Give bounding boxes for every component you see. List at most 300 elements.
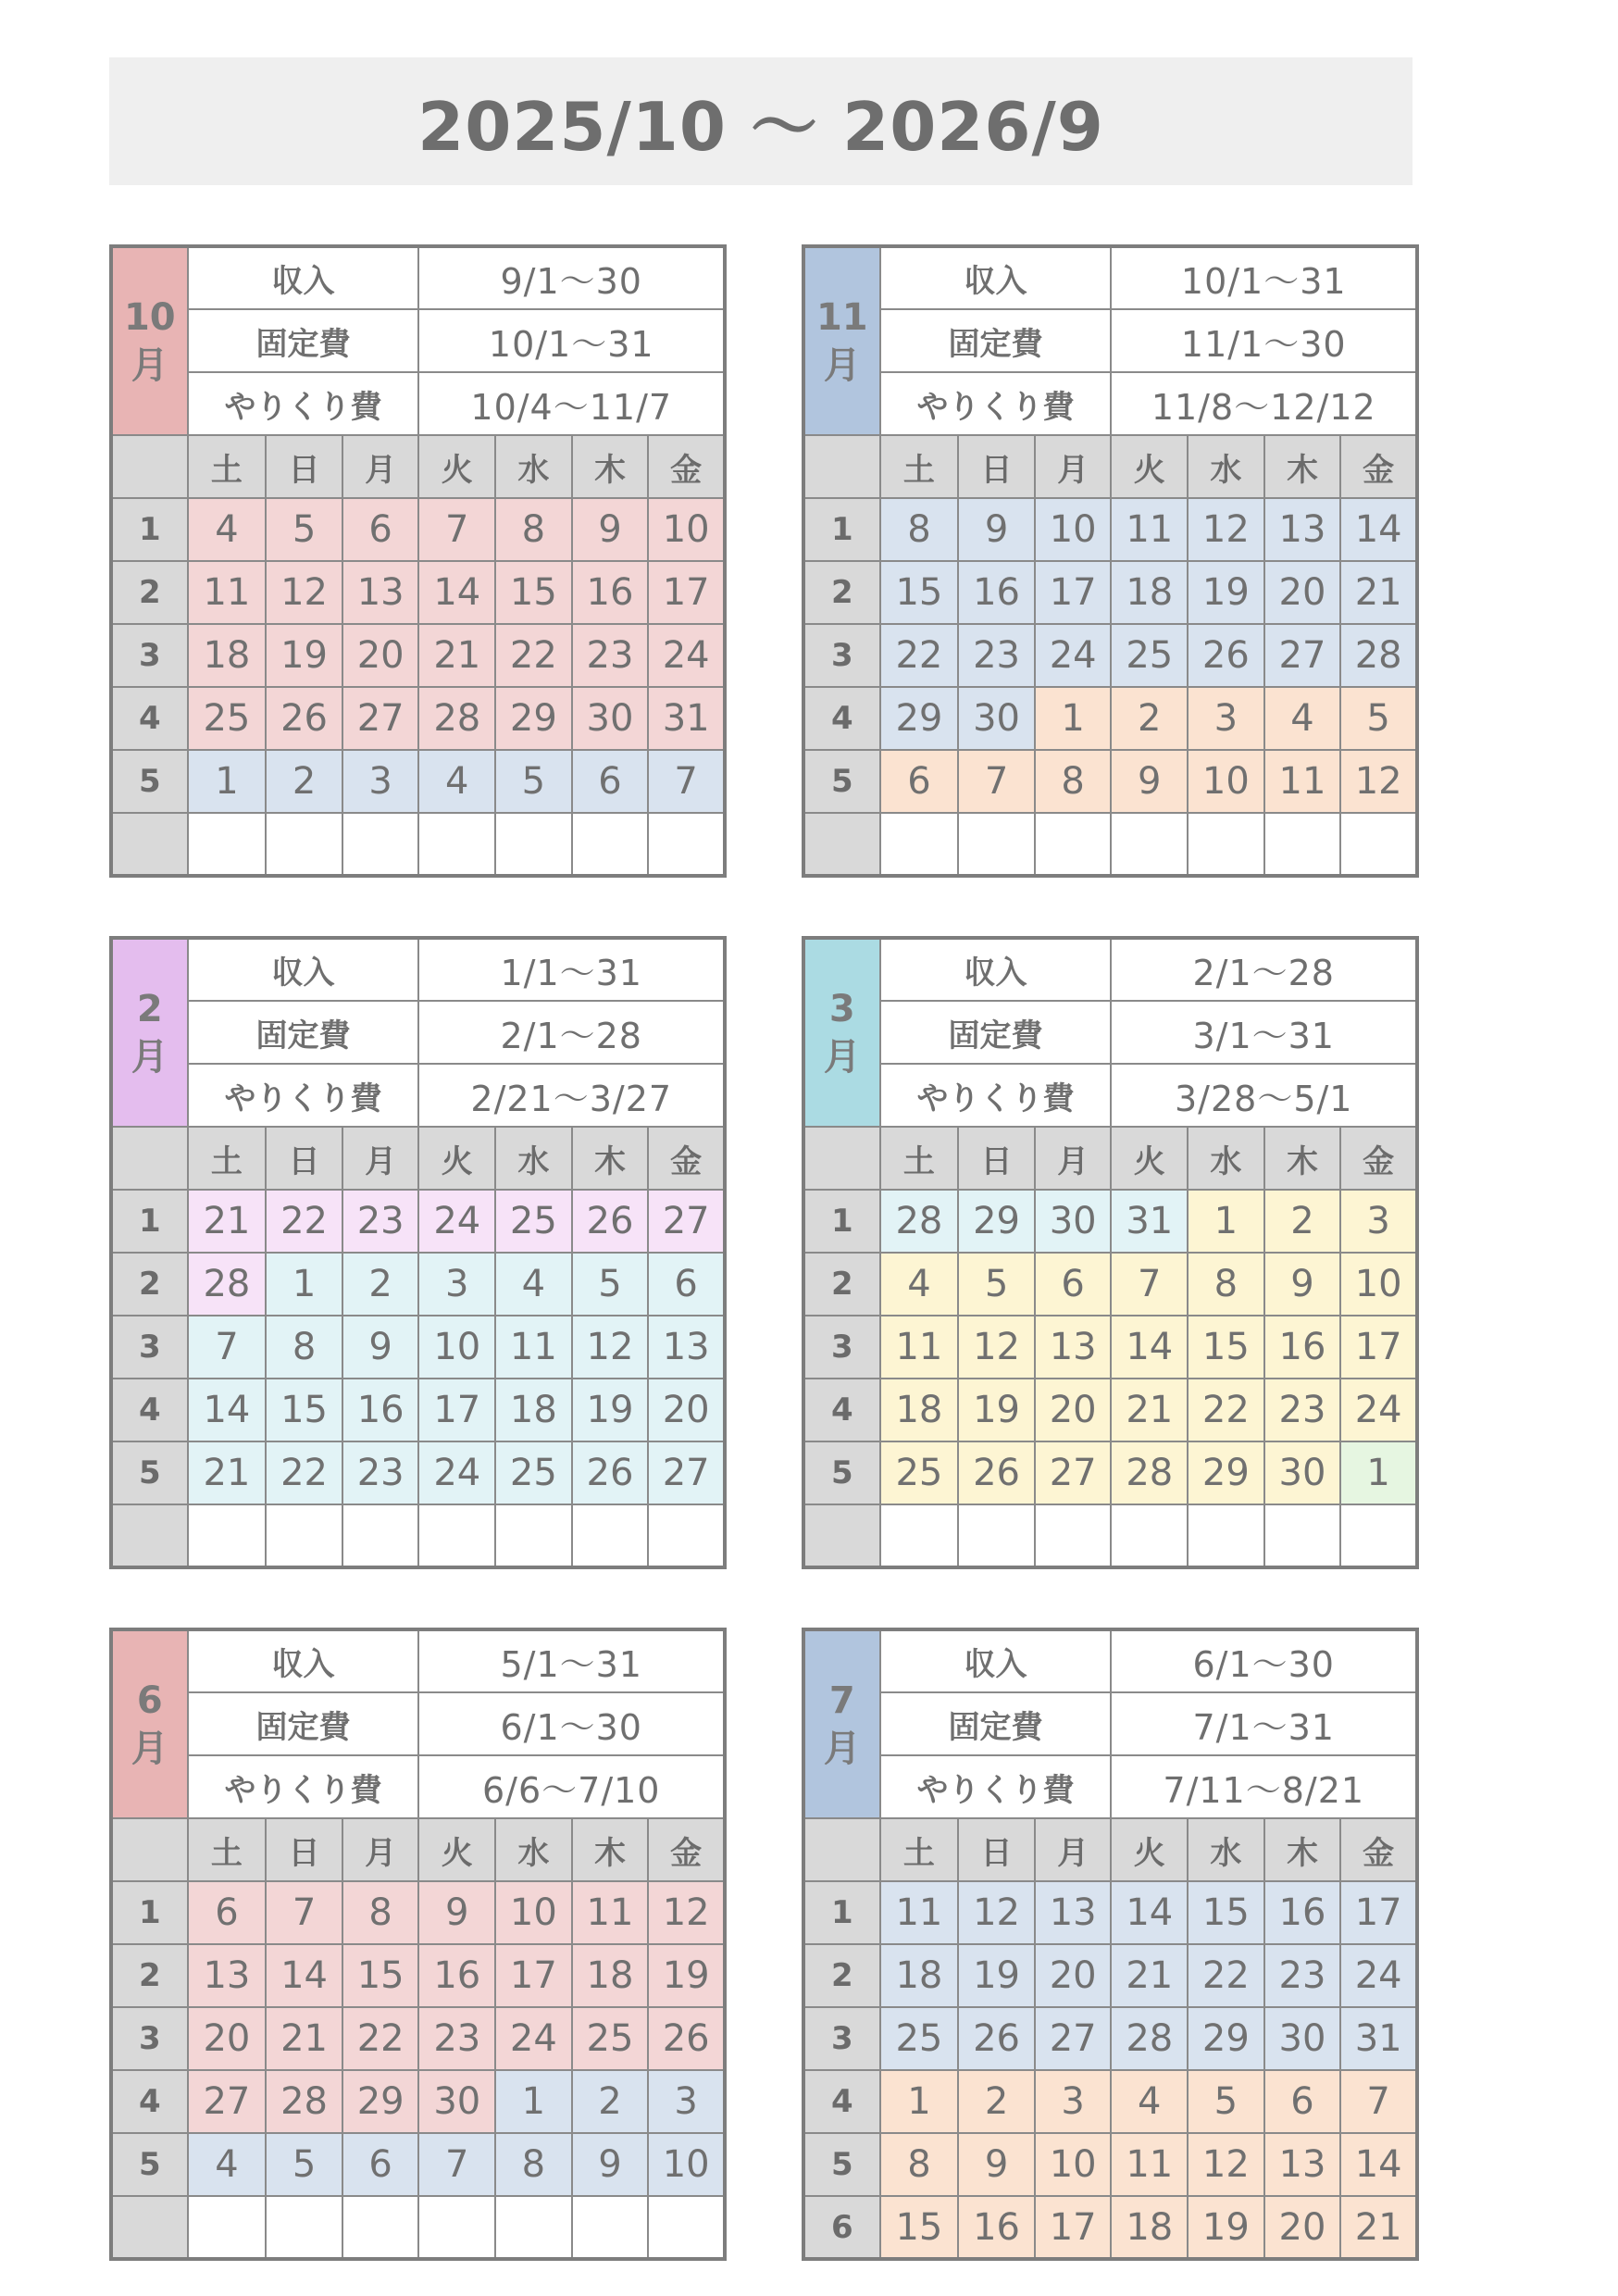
weekday-header: 金: [648, 1818, 725, 1881]
week-number: 5: [803, 1441, 880, 1504]
week-number: 1: [803, 1190, 880, 1253]
day-cell: 20: [1264, 561, 1341, 624]
week-number: 5: [803, 750, 880, 813]
day-cell: 8: [495, 498, 572, 561]
day-cell: 4: [1264, 687, 1341, 750]
day-cell: 8: [495, 2133, 572, 2196]
week-number: 2: [803, 1253, 880, 1316]
day-cell: 6: [342, 2133, 419, 2196]
day-cell: 11: [880, 1316, 959, 1379]
day-cell: 13: [1035, 1316, 1112, 1379]
day-cell: 27: [1264, 624, 1341, 687]
day-cell: 22: [1188, 1944, 1264, 2007]
week-number: 2: [111, 1253, 188, 1316]
week-number: 3: [111, 2007, 188, 2070]
day-cell: 17: [648, 561, 725, 624]
week-row: [803, 813, 1417, 876]
day-cell: 30: [1035, 1190, 1112, 1253]
week-number: 4: [803, 2070, 880, 2133]
day-cell: 9: [572, 2133, 649, 2196]
day-cell: 4: [880, 1253, 959, 1316]
day-cell: 31: [648, 687, 725, 750]
day-cell: 24: [1340, 1379, 1417, 1441]
day-cell: [418, 2196, 495, 2259]
day-cell: 8: [880, 498, 959, 561]
day-cell: [648, 1504, 725, 1567]
day-cell: 11: [1264, 750, 1341, 813]
week-row: [111, 1881, 725, 1944]
day-cell: 18: [495, 1379, 572, 1441]
budget-period-income: 2/1〜28: [1111, 938, 1417, 1001]
week-number: [803, 1504, 880, 1567]
weekday-header: 火: [1111, 435, 1188, 498]
month-unit: 月: [131, 1035, 168, 1079]
day-cell: 23: [572, 624, 649, 687]
week-number: 1: [111, 1190, 188, 1253]
day-cell: 19: [958, 1379, 1035, 1441]
week-row: [111, 561, 725, 624]
week-number: 3: [803, 624, 880, 687]
day-cell: 22: [342, 2007, 419, 2070]
day-cell: 15: [1188, 1316, 1264, 1379]
budget-period-fixed: 3/1〜31: [1111, 1001, 1417, 1064]
week-row: [111, 1379, 725, 1441]
day-cell: 16: [1264, 1881, 1341, 1944]
budget-label-living: やりくり費: [188, 1064, 419, 1127]
day-cell: [1035, 1504, 1112, 1567]
day-cell: 7: [418, 2133, 495, 2196]
budget-period-fixed: 11/1〜30: [1111, 309, 1417, 372]
day-cell: 25: [880, 2007, 959, 2070]
month-unit: 月: [131, 343, 168, 387]
budget-label-fixed: 固定費: [188, 1001, 419, 1064]
day-cell: 7: [648, 750, 725, 813]
month-unit: 月: [823, 343, 861, 387]
week-row: [803, 750, 1417, 813]
weekday-header: 木: [1264, 435, 1341, 498]
day-cell: 2: [1111, 687, 1188, 750]
day-cell: 19: [266, 624, 342, 687]
day-cell: 3: [418, 1253, 495, 1316]
day-cell: 25: [495, 1441, 572, 1504]
week-row: [803, 1253, 1417, 1316]
day-cell: 23: [342, 1441, 419, 1504]
day-cell: 30: [958, 687, 1035, 750]
day-cell: 20: [1035, 1944, 1112, 2007]
day-cell: [958, 1504, 1035, 1567]
budget-label-fixed: 固定費: [188, 1692, 419, 1755]
day-cell: 24: [648, 624, 725, 687]
budget-period-living: 2/21〜3/27: [418, 1064, 725, 1127]
day-cell: [648, 2196, 725, 2259]
budget-period-fixed: 7/1〜31: [1111, 1692, 1417, 1755]
day-cell: 28: [1340, 624, 1417, 687]
day-cell: 13: [648, 1316, 725, 1379]
day-cell: 9: [342, 1316, 419, 1379]
day-cell: [418, 813, 495, 876]
day-cell: 16: [1264, 1316, 1341, 1379]
day-cell: 14: [1340, 2133, 1417, 2196]
day-cell: [342, 1504, 419, 1567]
budget-label-fixed: 固定費: [880, 1001, 1112, 1064]
day-cell: 28: [1111, 2007, 1188, 2070]
day-cell: 17: [1340, 1316, 1417, 1379]
day-cell: 24: [1035, 624, 1112, 687]
week-number: 1: [803, 1881, 880, 1944]
day-cell: 13: [1264, 498, 1341, 561]
weekday-header: 土: [880, 1818, 959, 1881]
day-cell: 26: [648, 2007, 725, 2070]
budget-period-fixed: 2/1〜28: [418, 1001, 725, 1064]
week-row: [803, 2196, 1417, 2259]
day-cell: 27: [648, 1190, 725, 1253]
day-cell: 27: [1035, 1441, 1112, 1504]
weekday-header: 月: [1035, 1127, 1112, 1190]
week-number: [803, 813, 880, 876]
budget-label-living: やりくり費: [188, 1755, 419, 1818]
day-cell: 11: [1111, 2133, 1188, 2196]
budget-label-living: やりくり費: [880, 372, 1112, 435]
week-row: [803, 1441, 1417, 1504]
day-cell: 24: [418, 1441, 495, 1504]
day-cell: 4: [188, 498, 267, 561]
day-cell: 5: [958, 1253, 1035, 1316]
day-cell: 7: [266, 1881, 342, 1944]
budget-period-living: 7/11〜8/21: [1111, 1755, 1417, 1818]
day-cell: 9: [572, 498, 649, 561]
day-cell: 28: [418, 687, 495, 750]
week-number: 1: [111, 1881, 188, 1944]
day-cell: 29: [342, 2070, 419, 2133]
day-cell: 9: [1264, 1253, 1341, 1316]
week-number: 1: [803, 498, 880, 561]
week-number: 3: [111, 624, 188, 687]
day-cell: 23: [1264, 1944, 1341, 2007]
weekday-header: 火: [418, 1127, 495, 1190]
corner-cell: [111, 1818, 188, 1881]
day-cell: 16: [958, 561, 1035, 624]
day-cell: 27: [342, 687, 419, 750]
week-row: [111, 687, 725, 750]
week-row: [803, 687, 1417, 750]
month-calendar: [802, 936, 1419, 1569]
week-row: [111, 1441, 725, 1504]
day-cell: 10: [1188, 750, 1264, 813]
week-number: 3: [111, 1316, 188, 1379]
month-unit: 月: [131, 1727, 168, 1770]
day-cell: [495, 2196, 572, 2259]
day-cell: 12: [958, 1316, 1035, 1379]
budget-label-income: 収入: [188, 246, 419, 309]
week-row: [111, 2007, 725, 2070]
day-cell: 12: [572, 1316, 649, 1379]
week-number: 2: [803, 561, 880, 624]
weekday-header: 日: [958, 1127, 1035, 1190]
day-cell: 11: [188, 561, 267, 624]
day-cell: 7: [1340, 2070, 1417, 2133]
day-cell: 26: [572, 1441, 649, 1504]
day-cell: 12: [1340, 750, 1417, 813]
day-cell: 20: [188, 2007, 267, 2070]
week-number: 4: [111, 1379, 188, 1441]
week-row: [803, 2007, 1417, 2070]
day-cell: 7: [1111, 1253, 1188, 1316]
day-cell: 23: [958, 624, 1035, 687]
week-row: [111, 498, 725, 561]
day-cell: [342, 813, 419, 876]
day-cell: 14: [188, 1379, 267, 1441]
weekday-header: 火: [1111, 1127, 1188, 1190]
day-cell: 15: [1188, 1881, 1264, 1944]
day-cell: [188, 2196, 267, 2259]
week-number: 6: [803, 2196, 880, 2259]
day-cell: 6: [648, 1253, 725, 1316]
day-cell: 11: [572, 1881, 649, 1944]
day-cell: 16: [958, 2196, 1035, 2259]
day-cell: [495, 1504, 572, 1567]
budget-period-fixed: 10/1〜31: [418, 309, 725, 372]
budget-label-living: やりくり費: [880, 1064, 1112, 1127]
day-cell: 4: [1111, 2070, 1188, 2133]
day-cell: [1264, 1504, 1341, 1567]
day-cell: 24: [495, 2007, 572, 2070]
budget-period-living: 6/6〜7/10: [418, 1755, 725, 1818]
weekday-header: 金: [1340, 1818, 1417, 1881]
day-cell: 21: [418, 624, 495, 687]
month-label: [111, 938, 188, 1127]
week-row: [803, 498, 1417, 561]
corner-cell: [803, 1818, 880, 1881]
weekday-header: 金: [648, 435, 725, 498]
day-cell: 10: [495, 1881, 572, 1944]
week-row: [803, 1316, 1417, 1379]
day-cell: 26: [958, 2007, 1035, 2070]
day-cell: 10: [1340, 1253, 1417, 1316]
day-cell: 1: [1035, 687, 1112, 750]
day-cell: 18: [188, 624, 267, 687]
day-cell: 8: [880, 2133, 959, 2196]
day-cell: 10: [418, 1316, 495, 1379]
day-cell: 19: [1188, 561, 1264, 624]
day-cell: 25: [495, 1190, 572, 1253]
day-cell: [572, 813, 649, 876]
day-cell: 4: [418, 750, 495, 813]
week-number: 2: [803, 1944, 880, 2007]
day-cell: 26: [266, 687, 342, 750]
day-cell: 1: [1340, 1441, 1417, 1504]
day-cell: 7: [188, 1316, 267, 1379]
day-cell: 10: [1035, 2133, 1112, 2196]
week-row: [111, 1253, 725, 1316]
day-cell: [880, 1504, 959, 1567]
day-cell: 14: [1111, 1881, 1188, 1944]
day-cell: 2: [266, 750, 342, 813]
day-cell: [1340, 1504, 1417, 1567]
day-cell: 3: [648, 2070, 725, 2133]
day-cell: 8: [1035, 750, 1112, 813]
day-cell: 6: [188, 1881, 267, 1944]
day-cell: 23: [342, 1190, 419, 1253]
day-cell: 30: [1264, 1441, 1341, 1504]
weekday-header: 木: [1264, 1127, 1341, 1190]
day-cell: [572, 1504, 649, 1567]
day-cell: 8: [1188, 1253, 1264, 1316]
day-cell: [418, 1504, 495, 1567]
day-cell: 14: [1340, 498, 1417, 561]
weekday-header: 金: [1340, 435, 1417, 498]
weekday-header: 水: [1188, 1127, 1264, 1190]
weekday-header: 土: [880, 435, 959, 498]
day-cell: 20: [342, 624, 419, 687]
budget-period-living: 10/4〜11/7: [418, 372, 725, 435]
day-cell: 21: [188, 1190, 267, 1253]
day-cell: 23: [1264, 1379, 1341, 1441]
week-row: [111, 750, 725, 813]
week-row: [803, 2133, 1417, 2196]
week-row: [111, 1190, 725, 1253]
day-cell: 20: [648, 1379, 725, 1441]
day-cell: 15: [880, 2196, 959, 2259]
day-cell: 22: [495, 624, 572, 687]
weekday-header: 土: [188, 1127, 267, 1190]
week-row: [111, 1316, 725, 1379]
day-cell: 12: [266, 561, 342, 624]
day-cell: 21: [1340, 561, 1417, 624]
day-cell: 25: [572, 2007, 649, 2070]
day-cell: 26: [1188, 624, 1264, 687]
day-cell: 8: [266, 1316, 342, 1379]
day-cell: 14: [1111, 1316, 1188, 1379]
day-cell: 25: [188, 687, 267, 750]
weekday-header: 月: [342, 1127, 419, 1190]
weekday-header: 水: [1188, 435, 1264, 498]
weekday-header: 火: [418, 1818, 495, 1881]
day-cell: 29: [1188, 2007, 1264, 2070]
day-cell: 10: [1035, 498, 1112, 561]
day-cell: 12: [1188, 2133, 1264, 2196]
day-cell: 10: [648, 498, 725, 561]
day-cell: 11: [1111, 498, 1188, 561]
day-cell: 24: [1340, 1944, 1417, 2007]
week-row: [803, 624, 1417, 687]
budget-label-fixed: 固定費: [880, 1692, 1112, 1755]
month-calendar: [802, 244, 1419, 878]
weekday-header: 土: [188, 1818, 267, 1881]
weekday-header: 月: [1035, 435, 1112, 498]
day-cell: 3: [1035, 2070, 1112, 2133]
month-number: 6: [136, 1678, 163, 1722]
day-cell: 5: [266, 498, 342, 561]
day-cell: 26: [958, 1441, 1035, 1504]
corner-cell: [803, 435, 880, 498]
budget-label-fixed: 固定費: [880, 309, 1112, 372]
day-cell: 22: [880, 624, 959, 687]
day-cell: 1: [495, 2070, 572, 2133]
day-cell: 13: [1035, 1881, 1112, 1944]
week-number: [111, 1504, 188, 1567]
day-cell: [1188, 1504, 1264, 1567]
day-cell: [188, 1504, 267, 1567]
budget-period-income: 9/1〜30: [418, 246, 725, 309]
week-number: [111, 813, 188, 876]
day-cell: 29: [958, 1190, 1035, 1253]
day-cell: 18: [572, 1944, 649, 2007]
weekday-header: 日: [958, 435, 1035, 498]
week-row: [803, 1379, 1417, 1441]
week-row: [803, 561, 1417, 624]
month-number: 11: [815, 295, 868, 339]
day-cell: 6: [1035, 1253, 1112, 1316]
day-cell: 28: [266, 2070, 342, 2133]
day-cell: [958, 813, 1035, 876]
day-cell: 22: [266, 1441, 342, 1504]
month-label: [803, 938, 880, 1127]
day-cell: [1188, 813, 1264, 876]
corner-cell: [111, 1127, 188, 1190]
week-number: 4: [803, 687, 880, 750]
day-cell: 3: [342, 750, 419, 813]
week-row: [111, 1504, 725, 1567]
page-title: 2025/10 〜 2026/9: [417, 88, 1104, 166]
day-cell: 12: [648, 1881, 725, 1944]
week-number: [111, 2196, 188, 2259]
day-cell: 18: [1111, 561, 1188, 624]
day-cell: 21: [266, 2007, 342, 2070]
week-row: [803, 1190, 1417, 1253]
weekday-header: 金: [1340, 1127, 1417, 1190]
day-cell: 7: [418, 498, 495, 561]
day-cell: 23: [418, 2007, 495, 2070]
month-label: [111, 1629, 188, 1818]
month-unit: 月: [823, 1727, 861, 1770]
day-cell: 25: [880, 1441, 959, 1504]
day-cell: 1: [880, 2070, 959, 2133]
month-calendar: [109, 1628, 727, 2261]
day-cell: 19: [958, 1944, 1035, 2007]
day-cell: 1: [188, 750, 267, 813]
weekday-header: 火: [418, 435, 495, 498]
budget-period-living: 3/28〜5/1: [1111, 1064, 1417, 1127]
day-cell: [572, 2196, 649, 2259]
weekday-header: 土: [880, 1127, 959, 1190]
day-cell: 7: [958, 750, 1035, 813]
month-number: 3: [828, 987, 855, 1030]
day-cell: 9: [958, 498, 1035, 561]
budget-label-income: 収入: [188, 1629, 419, 1692]
budget-period-income: 1/1〜31: [418, 938, 725, 1001]
day-cell: 13: [342, 561, 419, 624]
day-cell: 21: [1111, 1379, 1188, 1441]
week-row: [803, 1504, 1417, 1567]
month-label: [111, 246, 188, 435]
day-cell: 1: [266, 1253, 342, 1316]
day-cell: 29: [880, 687, 959, 750]
budget-period-living: 11/8〜12/12: [1111, 372, 1417, 435]
day-cell: 5: [1188, 2070, 1264, 2133]
day-cell: 10: [648, 2133, 725, 2196]
day-cell: [1035, 813, 1112, 876]
day-cell: 5: [572, 1253, 649, 1316]
month-calendar: [109, 936, 727, 1569]
day-cell: [1111, 813, 1188, 876]
week-number: 2: [111, 561, 188, 624]
budget-label-income: 収入: [880, 246, 1112, 309]
day-cell: [266, 2196, 342, 2259]
month-calendar: [109, 244, 727, 878]
day-cell: 19: [572, 1379, 649, 1441]
day-cell: 21: [1111, 1944, 1188, 2007]
day-cell: 29: [495, 687, 572, 750]
